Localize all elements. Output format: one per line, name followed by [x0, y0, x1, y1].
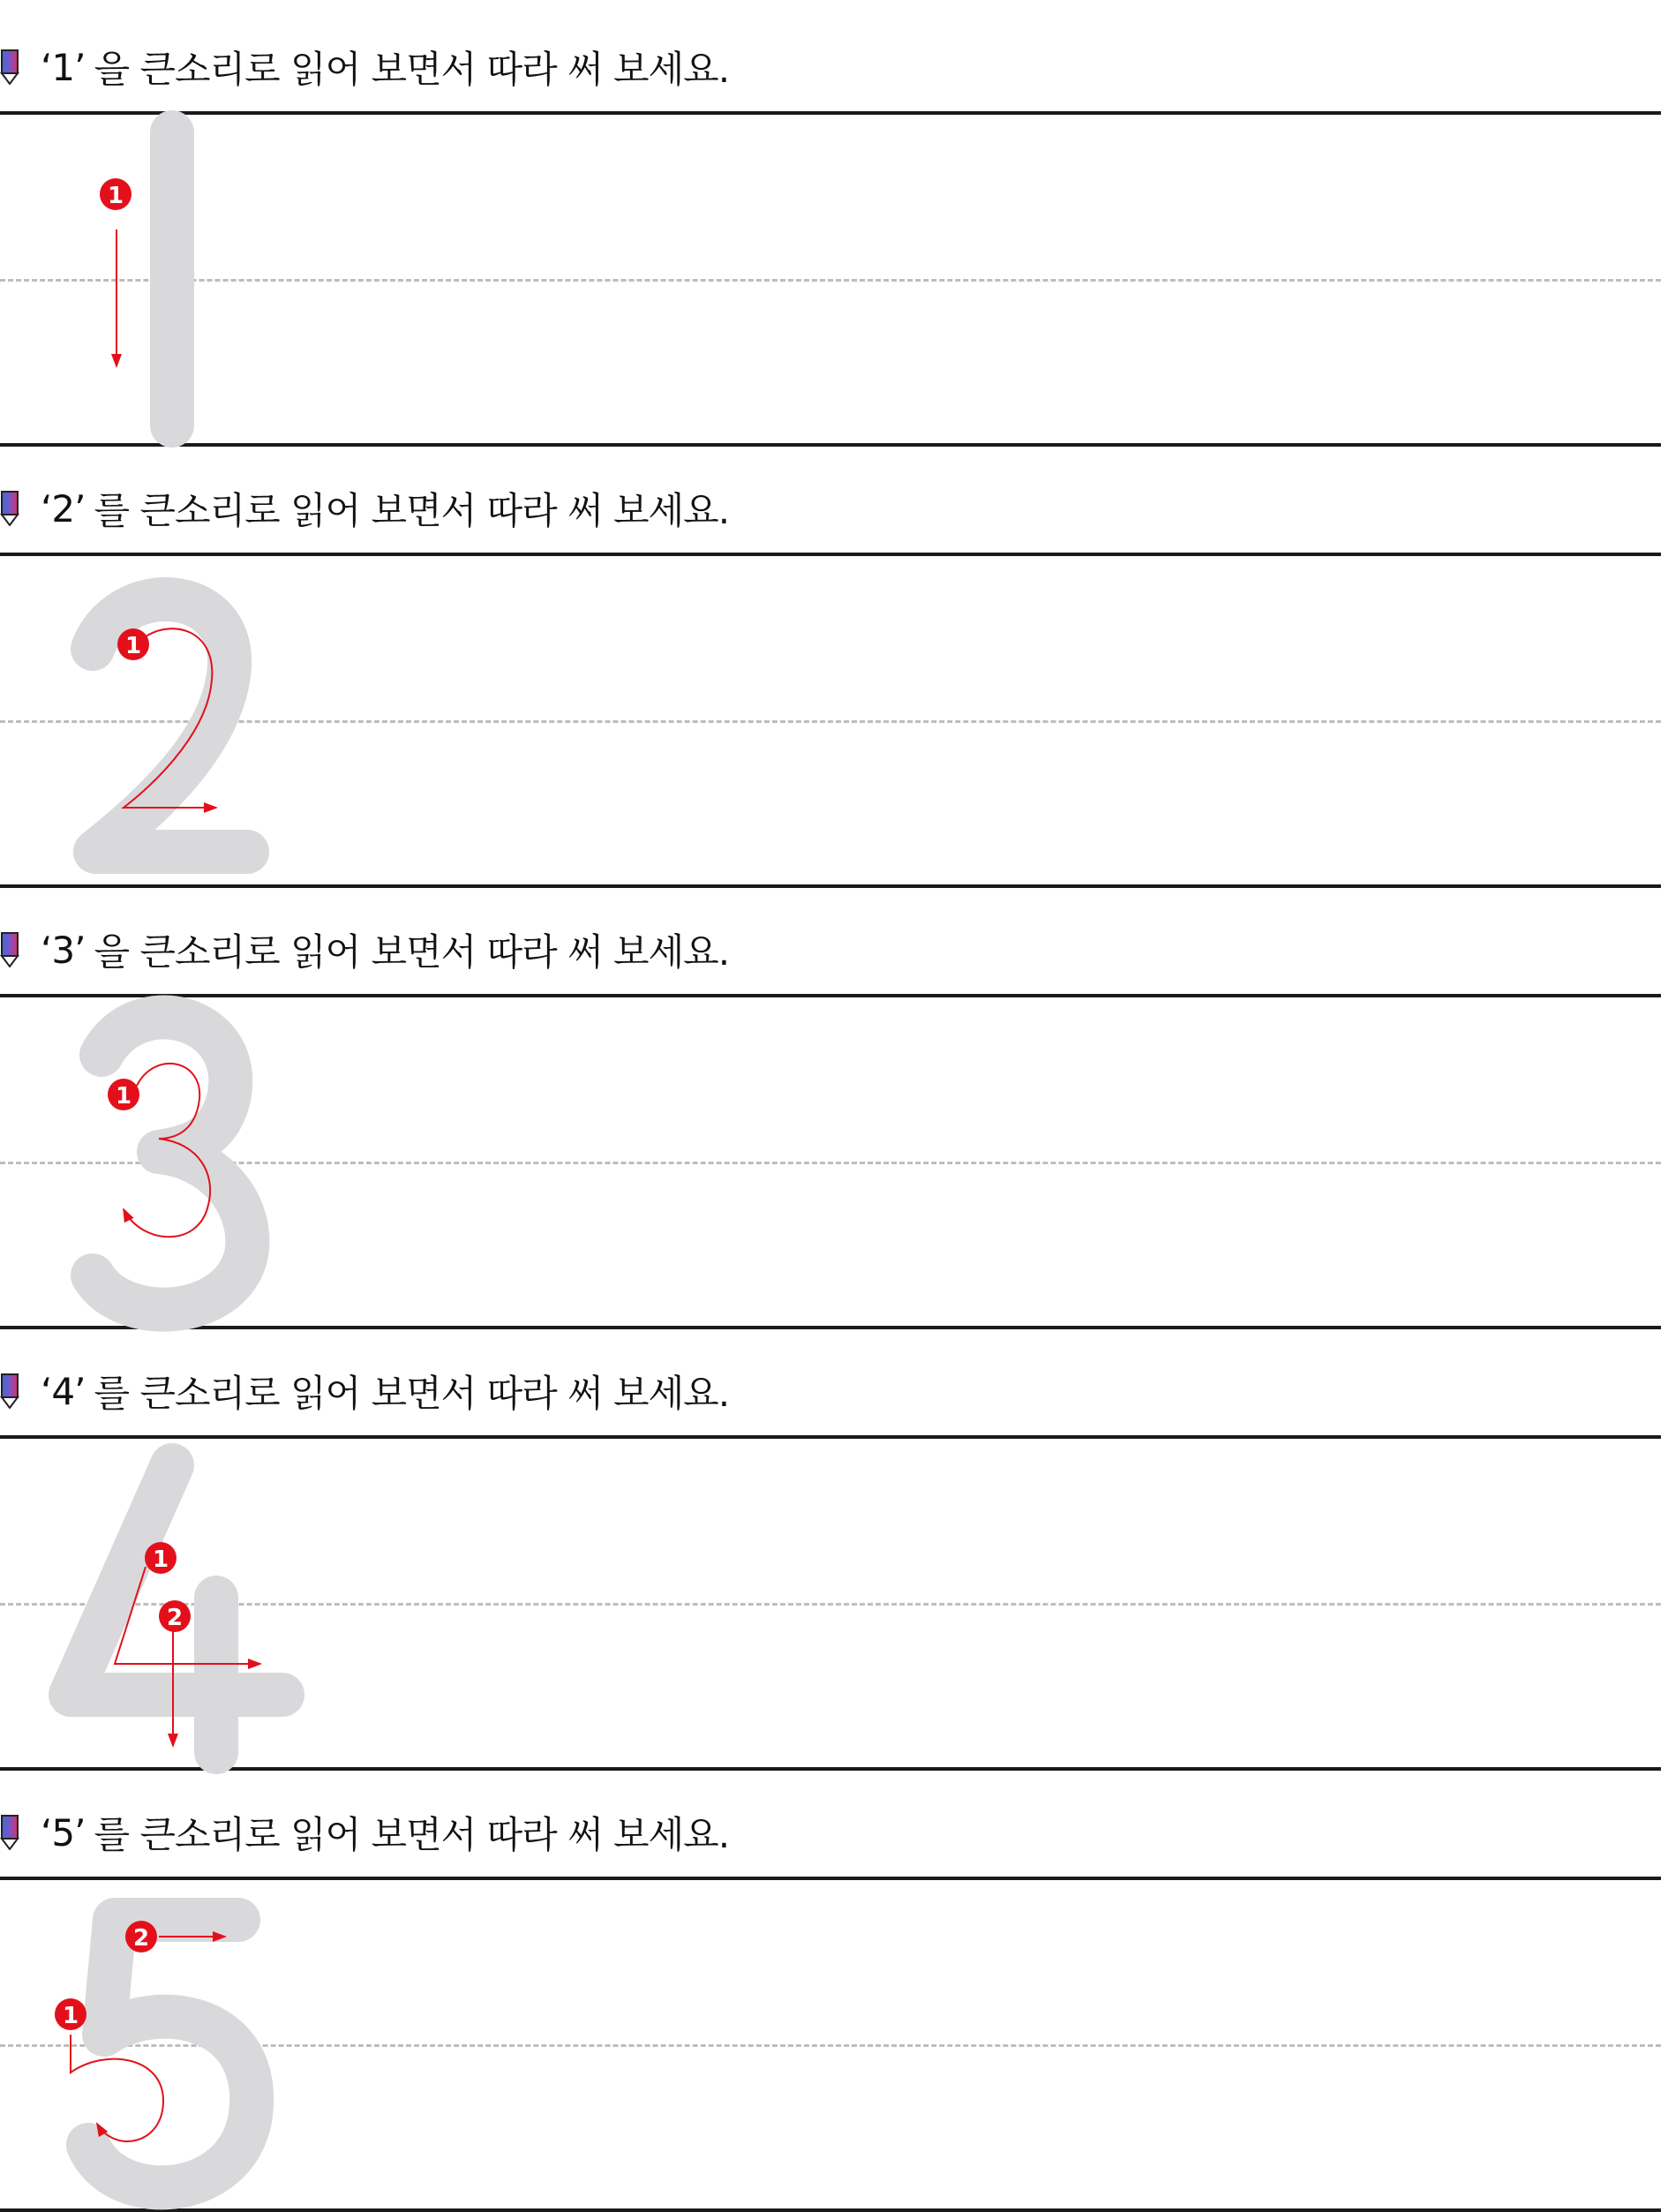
svg-text:1: 1 [62, 2003, 79, 2029]
guide-digit-stroke [93, 1017, 247, 1309]
tracing-guide-3 [0, 997, 353, 1326]
instruction-line [0, 482, 729, 535]
tracing-guide-4 [0, 1439, 353, 1767]
svg-text:2: 2 [132, 1925, 150, 1952]
instruction-text: 큰소리로 읽어 보면서 따라 써 보세요. [139, 1813, 730, 1856]
svg-text:2: 2 [166, 1605, 184, 1631]
practice-section-3 [0, 883, 1668, 1324]
guide-digit-stroke [93, 599, 247, 852]
pencil-icon [0, 1815, 19, 1850]
step-badge-2 [125, 1921, 157, 1952]
digit-label: 1 [51, 45, 75, 89]
instruction-line [0, 1365, 729, 1418]
particle: 를 [94, 1372, 130, 1415]
step-badge-1 [55, 1998, 86, 2030]
instruction-line [0, 923, 729, 976]
instruction-text: 큰소리로 읽어 보면서 따라 써 보세요. [139, 1372, 730, 1415]
guide-digit-stroke [88, 1920, 252, 2187]
instruction-line [0, 41, 729, 94]
practice-section-4 [0, 1324, 1668, 1765]
digit-quote: ‘1’ [41, 45, 86, 89]
digit-quote: ‘5’ [41, 1810, 86, 1855]
instruction-line [0, 1806, 729, 1859]
svg-text:1: 1 [152, 1546, 169, 1573]
step-badge-2 [159, 1600, 191, 1632]
particle: 를 [94, 489, 130, 532]
guide-digit-stroke [71, 1465, 282, 1695]
pencil-icon [0, 491, 19, 526]
svg-text:1: 1 [107, 183, 124, 209]
step-badge-1 [100, 178, 131, 210]
pencil-icon [0, 1373, 19, 1409]
svg-text:1: 1 [124, 633, 142, 659]
digit-quote: ‘2’ [41, 486, 86, 530]
pencil-icon [0, 932, 19, 967]
pencil-icon [0, 49, 19, 85]
digit-quote: ‘4’ [41, 1369, 86, 1413]
digit-label: 3 [51, 928, 75, 972]
particle: 를 [94, 1813, 130, 1856]
digit-label: 4 [51, 1369, 75, 1413]
practice-section-1 [0, 0, 1668, 441]
digit-label: 5 [51, 1810, 75, 1855]
instruction-text: 큰소리로 읽어 보면서 따라 써 보세요. [139, 48, 730, 91]
step-badge-1 [117, 628, 149, 660]
practice-section-2 [0, 441, 1668, 883]
instruction-text: 큰소리로 읽어 보면서 따라 써 보세요. [139, 930, 730, 974]
digit-quote: ‘3’ [41, 928, 86, 972]
practice-section-5 [0, 1765, 1668, 2207]
particle: 을 [94, 48, 130, 91]
step-badge-1 [108, 1079, 139, 1110]
tracing-guide-2 [0, 556, 353, 884]
bottom-rule [0, 2208, 1661, 2212]
tracing-guide-1 [0, 115, 353, 443]
step-badge-1 [145, 1542, 177, 1574]
instruction-text: 큰소리로 읽어 보면서 따라 써 보세요. [139, 489, 730, 532]
particle: 을 [94, 930, 130, 974]
digit-label: 2 [51, 486, 75, 530]
tracing-guide-5 [0, 1880, 353, 2208]
svg-text:1: 1 [115, 1083, 132, 1110]
